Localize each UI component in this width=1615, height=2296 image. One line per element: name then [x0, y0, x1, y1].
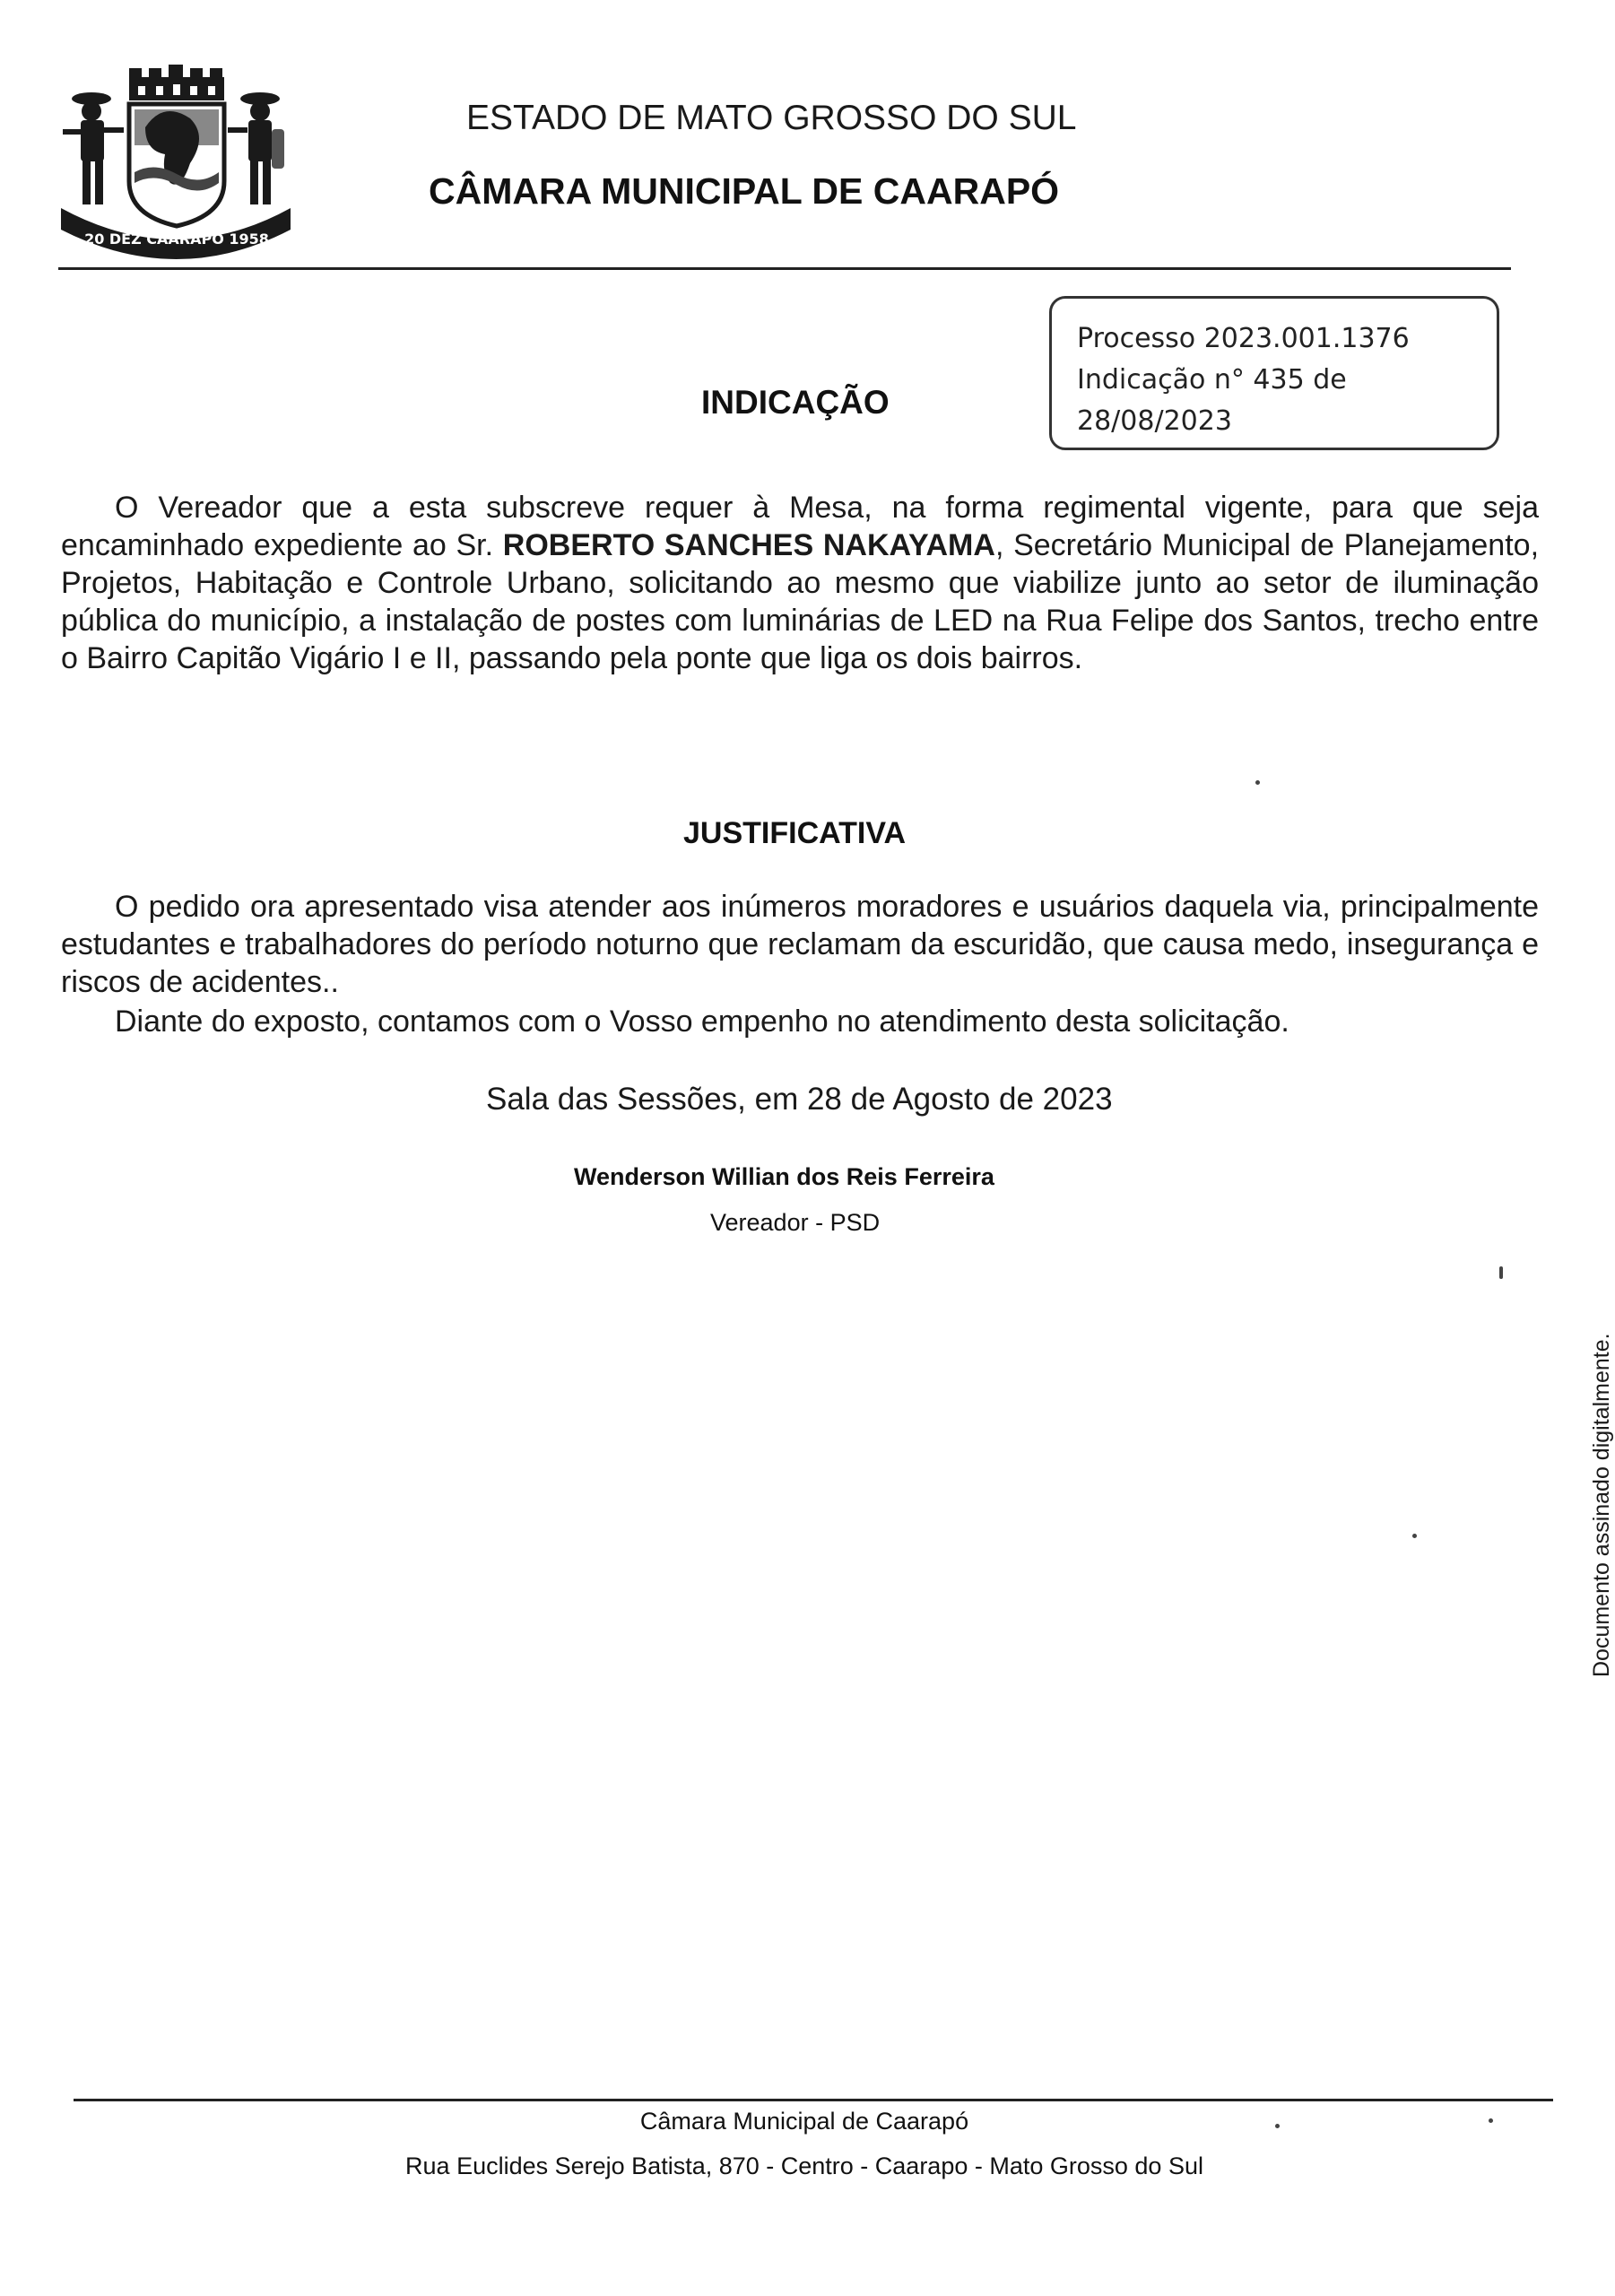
header-divider: [58, 267, 1511, 270]
signer-role: Vereador - PSD: [710, 1209, 881, 1236]
header-state: ESTADO DE MATO GROSSO DO SUL: [466, 99, 1077, 137]
justification-body: [61, 888, 1539, 1040]
document-title: INDICAÇÃO: [701, 384, 890, 421]
scan-speck: [1275, 2124, 1280, 2128]
crest-ribbon-text: 20 DEZ CAARAPÓ 1958: [84, 230, 269, 248]
footer-address: Rua Euclides Serejo Batista, 870 - Centro - Caarapo - Mato Grosso do Sul: [405, 2152, 1203, 2179]
addressee-name: ROBERTO SANCHES NAKAYAMA: [502, 528, 995, 562]
signer-name: Wenderson Willian dos Reis Ferreira: [574, 1163, 994, 1190]
header-chamber-name: CÂMARA MUNICIPAL DE CAARAPÓ: [429, 170, 1060, 212]
digital-signature-note: Documento assinado digitalmente.: [1589, 1333, 1614, 1677]
justification-paragraph-2: Diante do exposto, contamos com o Vosso empenho no atendimento desta solicitação.: [115, 1004, 1289, 1039]
municipal-crest-logo: [56, 65, 296, 253]
stamp-process-number: Processo 2023.001.1376: [1077, 323, 1410, 354]
stamp-indication-number: Indicação n° 435 de: [1077, 364, 1347, 396]
scan-speck: [1499, 1266, 1503, 1279]
stamp-date: 28/08/2023: [1077, 405, 1232, 437]
protocol-stamp: [1049, 296, 1499, 450]
justification-title: JUSTIFICATIVA: [683, 816, 907, 850]
scan-speck: [1255, 780, 1260, 785]
scan-speck: [1489, 2118, 1493, 2123]
footer-divider: [74, 2099, 1553, 2101]
indication-body: [61, 489, 1539, 677]
body-text-part2: , Secretário Municipal de Planejamento, Projetos, Habitação e Controle Urbano, solicitando ao mesmo que viabilize junto ao setor de iluminação pública do município, a instalação de postes com luminárias de LED na Rua Felipe dos Santos, trecho entre o Bairro Capitão Vigário I e II, passando pela ponte que liga os dois bairros.: [61, 528, 1540, 675]
scan-speck: [1412, 1534, 1417, 1538]
footer-institution: Câmara Municipal de Caarapó: [639, 2108, 969, 2135]
justification-paragraph-1: O pedido ora apresentado visa atender aos inúmeros moradores e usuários daquela via, principalmente estudantes e trabalhadores do período noturno que reclamam da escuridão, que causa medo, insegurança e riscos de acidentes..: [61, 890, 1539, 999]
place-and-date: Sala das Sessões, em 28 de Agosto de 2023: [486, 1082, 1113, 1117]
indication-paragraph: [61, 489, 1539, 677]
body-text-part1: O Vereador que a esta subscreve requer à Mesa, na forma regimental vigente, para que seja encaminhado expediente ao Sr.: [61, 491, 1539, 562]
